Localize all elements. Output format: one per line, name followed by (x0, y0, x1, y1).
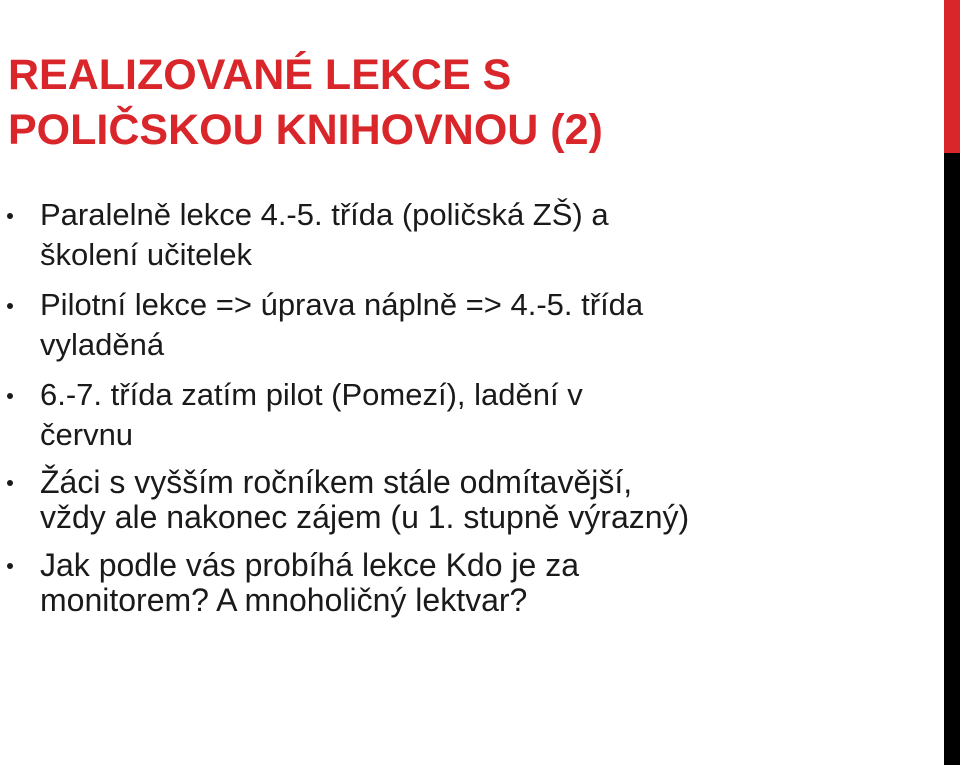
bullet-line: 6.-7. třída zatím pilot (Pomezí), ladění v (40, 377, 583, 412)
bullet-line: školení učitelek (40, 237, 252, 272)
bullet-item (0, 465, 930, 535)
slide-title-line-1: REALIZOVANÉ LEKCE S (8, 51, 512, 99)
bullet-item (0, 375, 930, 455)
bullet-dot-icon (7, 213, 13, 219)
bullet-line: Paralelně lekce 4.-5. třída (poličská ZŠ) a (40, 197, 609, 232)
bullet-list (0, 195, 930, 631)
bullet-item (0, 285, 930, 365)
side-decoration-accent (944, 0, 960, 153)
bullet-dot-icon (7, 563, 13, 569)
bullet-line: červnu (40, 417, 134, 452)
side-decoration-bar (944, 0, 960, 765)
bullet-line: Jak podle vás probíhá lekce Kdo je za (40, 547, 579, 583)
bullet-line: vyladěná (40, 327, 165, 362)
bullet-item (0, 195, 930, 275)
bullet-item (0, 548, 930, 618)
bullet-line: vždy ale nakonec zájem (u 1. stupně výrazný) (40, 499, 690, 535)
bullet-dot-icon (7, 480, 13, 486)
bullet-dot-icon (7, 303, 13, 309)
slide-title (8, 48, 928, 158)
slide-title-line-2: POLIČSKOU KNIHOVNOU (2) (8, 106, 603, 154)
bullet-line: Pilotní lekce => úprava náplně => 4.-5. třída (40, 287, 644, 322)
bullet-line: Žáci s vyšším ročníkem stále odmítavější, (40, 464, 633, 500)
bullet-dot-icon (7, 393, 13, 399)
bullet-line: monitorem? A mnoholičný lektvar? (40, 582, 528, 618)
